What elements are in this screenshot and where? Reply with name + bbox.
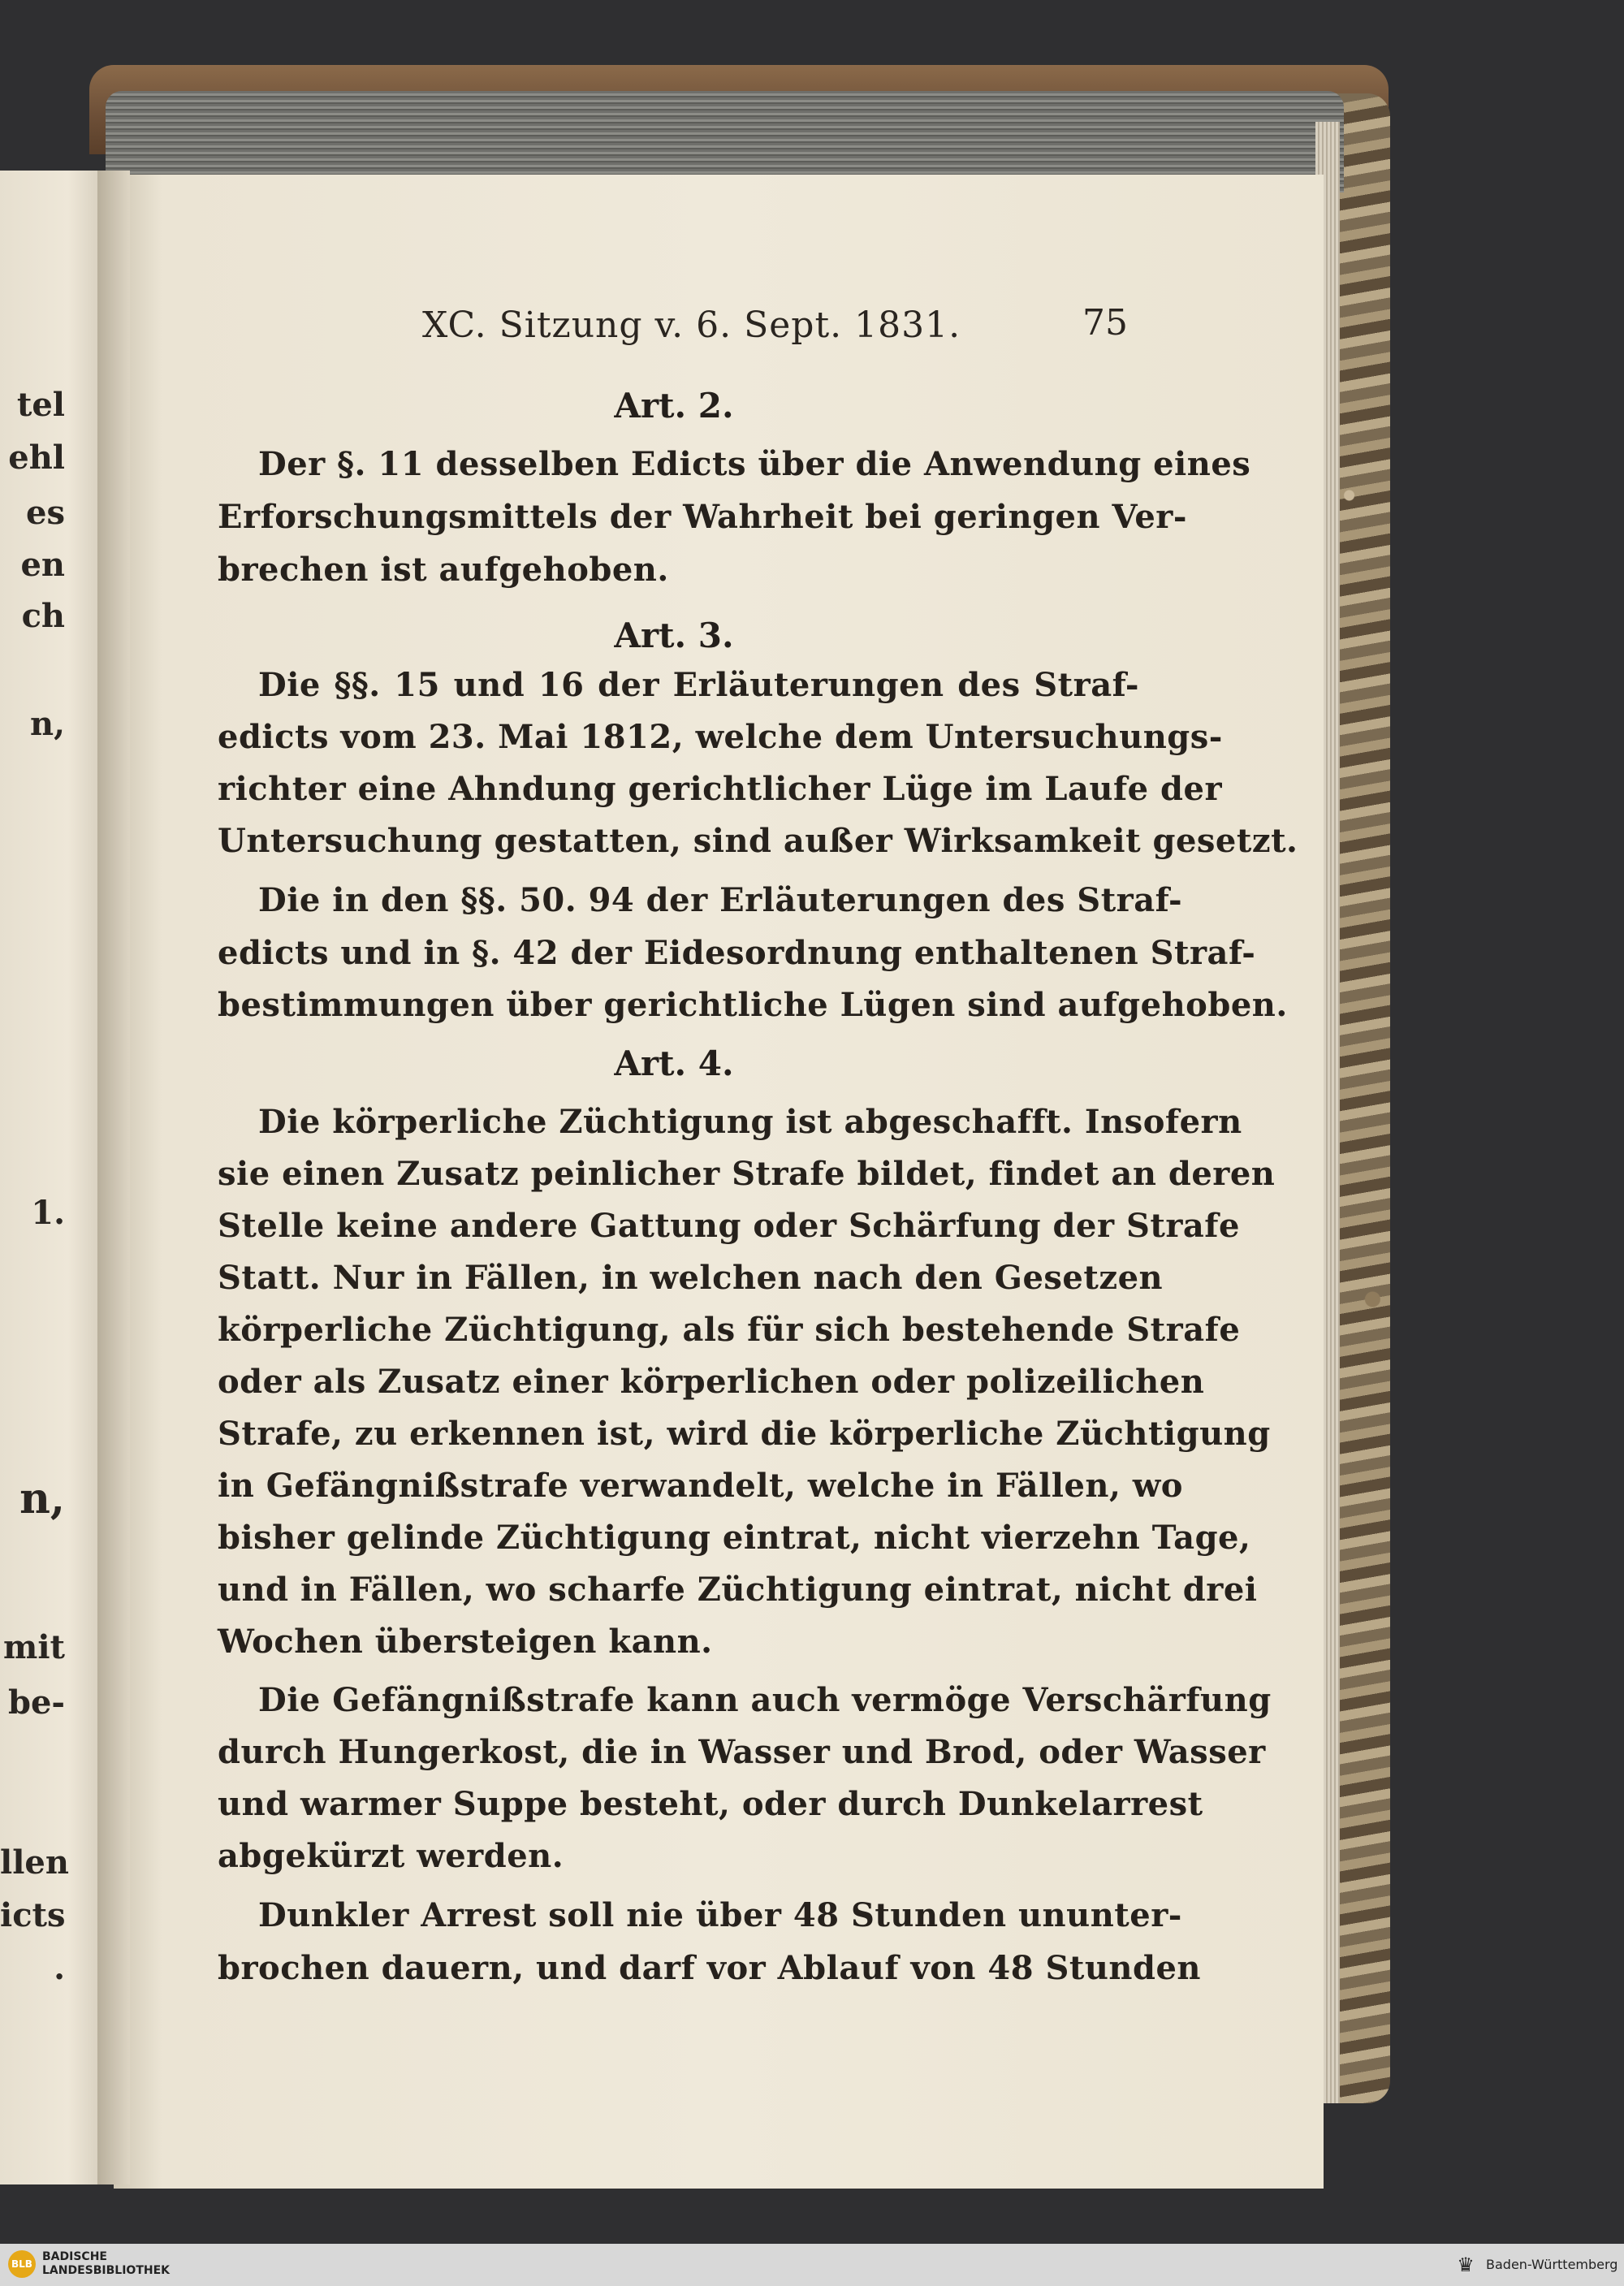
text-line: Der §. 11 desselben Edicts über die Anwendung eines xyxy=(258,445,1251,483)
text-line: körperliche Züchtigung, als für sich bestehende Strafe xyxy=(218,1311,1241,1349)
text-line: Erforschungsmittels der Wahrheit bei geringen Ver- xyxy=(218,498,1187,536)
text-line: Wochen übersteigen kann. xyxy=(218,1623,713,1661)
left-page-fragment: ehl xyxy=(8,439,65,477)
article-heading: Art. 3. xyxy=(614,616,734,655)
text-line: oder als Zusatz einer körperlichen oder polizeilichen xyxy=(218,1363,1205,1401)
text-line: Die Gefängnißstrafe kann auch vermöge Verschärfung xyxy=(258,1681,1272,1719)
text-line: Die §§. 15 und 16 der Erläuterungen des Straf- xyxy=(258,666,1139,704)
left-page-fragment: tel xyxy=(16,386,65,424)
left-page-fragment: 1. xyxy=(31,1194,65,1232)
text-line: bestimmungen über gerichtliche Lügen sind aufgehoben. xyxy=(218,986,1288,1024)
text-line: Untersuchung gestatten, sind außer Wirksamkeit gesetzt. xyxy=(218,822,1298,860)
state-name[interactable]: Baden-Württemberg xyxy=(1486,2257,1618,2272)
left-page-fragment: en xyxy=(20,546,65,584)
text-line: brochen dauern, und darf vor Ablauf von 48 Stunden xyxy=(218,1949,1201,1987)
left-page-fragment: n, xyxy=(19,1474,65,1523)
article-heading: Art. 2. xyxy=(614,386,734,426)
footer-bar xyxy=(0,2244,1624,2286)
text-line: und warmer Suppe besteht, oder durch Dunkelarrest xyxy=(218,1785,1203,1823)
text-line: edicts und in §. 42 der Eidesordnung enthaltenen Straf- xyxy=(218,934,1256,972)
library-name-line-1: BADISCHE xyxy=(42,2250,107,2263)
baden-wuerttemberg-crest-icon[interactable]: ♛ xyxy=(1457,2254,1475,2276)
text-line: Die körperliche Züchtigung ist abgeschafft. Insofern xyxy=(258,1103,1242,1141)
left-page-fragment: es xyxy=(26,494,65,532)
left-page-fragment: mit xyxy=(3,1628,65,1666)
running-title: XC. Sitzung v. 6. Sept. 1831. xyxy=(422,305,961,346)
text-line: bisher gelinde Züchtigung eintrat, nicht vierzehn Tage, xyxy=(218,1519,1251,1557)
text-line: Strafe, zu erkennen ist, wird die körperliche Züchtigung xyxy=(218,1415,1271,1453)
book-gutter xyxy=(97,171,130,2184)
left-page-fragment: icts xyxy=(0,1896,66,1934)
text-line: Stelle keine andere Gattung oder Schärfung der Strafe xyxy=(218,1207,1240,1245)
article-heading: Art. 4. xyxy=(614,1044,734,1083)
text-line: edicts vom 23. Mai 1812, welche dem Untersuchungs- xyxy=(218,718,1223,756)
text-line: in Gefängnißstrafe verwandelt, welche in Fällen, wo xyxy=(218,1467,1183,1505)
text-line: Dunkler Arrest soll nie über 48 Stunden ununter- xyxy=(258,1896,1182,1934)
text-line: brechen ist aufgehoben. xyxy=(218,551,669,589)
library-name[interactable] xyxy=(42,2250,170,2278)
text-line: durch Hungerkost, die in Wasser und Brod, oder Wasser xyxy=(218,1733,1266,1771)
text-line: abgekürzt werden. xyxy=(218,1837,564,1875)
left-page-fragment: n, xyxy=(29,705,65,743)
text-line: Statt. Nur in Fällen, in welchen nach den Gesetzen xyxy=(218,1259,1164,1297)
page-number: 75 xyxy=(1082,302,1128,344)
left-page-fragment: be- xyxy=(7,1683,65,1722)
text-line: sie einen Zusatz peinlicher Strafe bildet, findet an deren xyxy=(218,1155,1276,1193)
text-line: richter eine Ahndung gerichtlicher Lüge im Laufe der xyxy=(218,770,1223,808)
text-line: Die in den §§. 50. 94 der Erläuterungen des Straf- xyxy=(258,881,1183,919)
text-line: und in Fällen, wo scharfe Züchtigung eintrat, nicht drei xyxy=(218,1571,1258,1609)
left-page-fragment: . xyxy=(54,1949,65,1987)
left-page-fragment: llen xyxy=(0,1843,69,1882)
blb-logo-icon[interactable]: BLB xyxy=(8,2250,36,2278)
left-page-fragment: ch xyxy=(21,597,65,635)
book-cover-marbled-edge xyxy=(1332,93,1390,2103)
library-name-line-2: LANDESBIBLIOTHEK xyxy=(42,2264,171,2277)
